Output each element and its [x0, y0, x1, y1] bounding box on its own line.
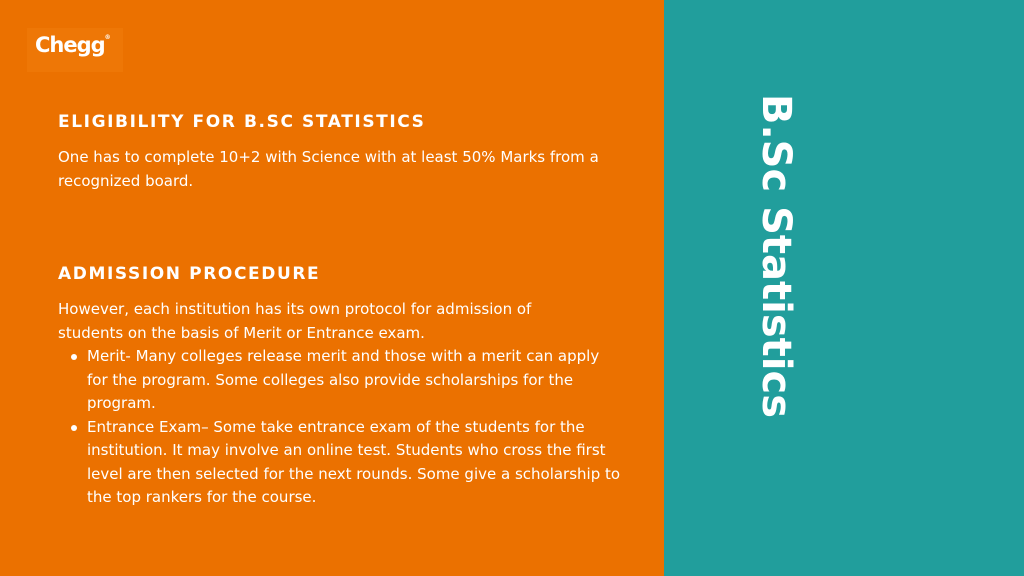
- admission-intro: However, each institution has its own protocol for admission of students on the basis of Merit or Entrance exam.: [58, 300, 532, 342]
- list-item-text: Entrance Exam– Some take entrance exam of the students for the institution. It may involve an online test. Students who cross the first level are then selected for the next rounds. Some give a scholarship to the top rankers for the course.: [87, 417, 621, 506]
- list-item-entrance-exam: [58, 416, 624, 510]
- logo-wordmark: Chegg: [35, 33, 105, 57]
- logo-registered-mark: ®: [104, 34, 111, 41]
- right-title-panel: [664, 0, 1024, 576]
- list-item-text: Merit- Many colleges release merit and those with a merit can apply for the program. Some colleges also provide scholarships for the program.: [87, 347, 600, 412]
- admission-heading: ADMISSION PROCEDURE: [58, 264, 321, 284]
- eligibility-heading: ELIGIBILITY FOR B.SC STATISTICS: [58, 112, 426, 132]
- bullet-icon: [71, 354, 77, 360]
- eligibility-text: One has to complete 10+2 with Science with at least 50% Marks from a recognized board.: [58, 148, 599, 190]
- chegg-logo: [27, 28, 123, 72]
- list-item-merit: [58, 345, 624, 416]
- side-title: B.Sc Statistics: [753, 93, 799, 419]
- bullet-icon: [71, 425, 77, 431]
- admission-list: [58, 345, 624, 510]
